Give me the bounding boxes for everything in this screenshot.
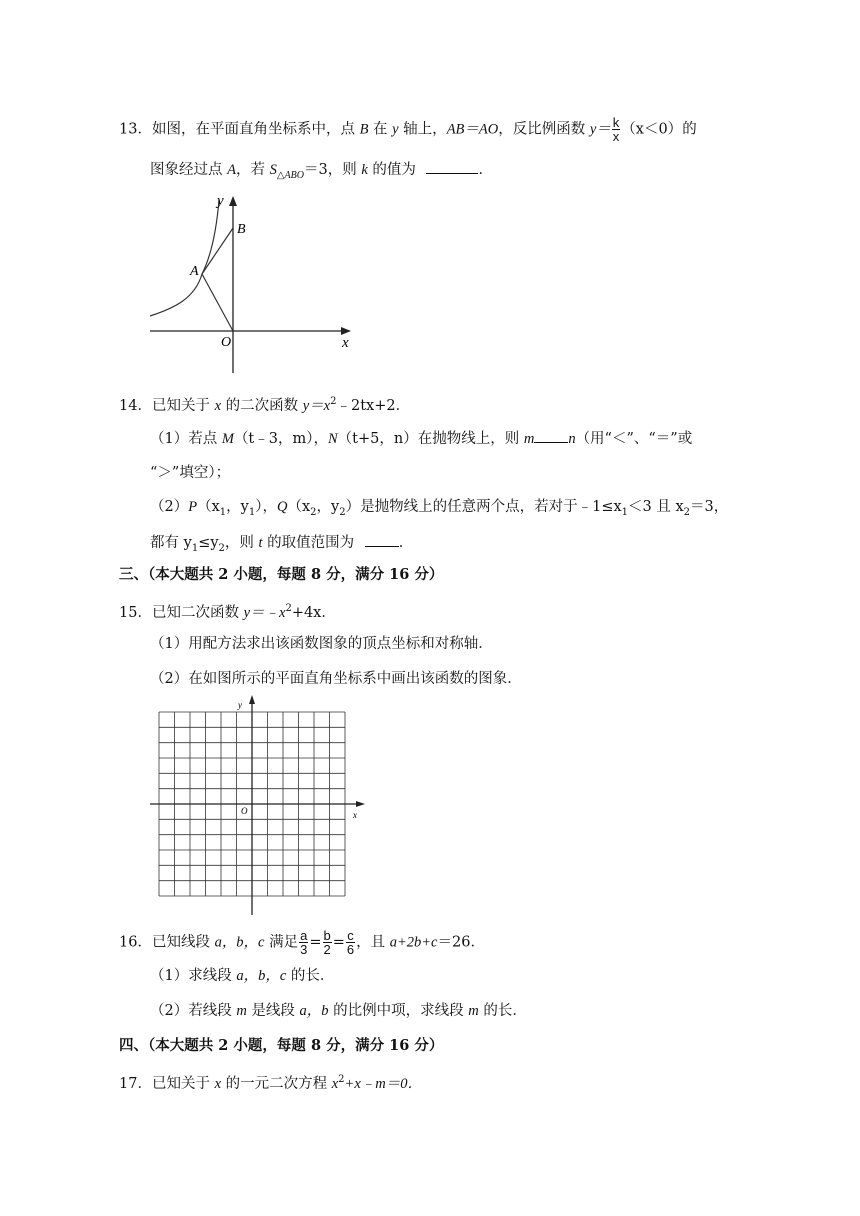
q14-text: ≤y	[198, 535, 219, 551]
q16-part1	[150, 966, 334, 986]
q13-text: ＝3，则	[303, 162, 362, 178]
q15-grid-figure	[145, 695, 375, 917]
q14-text: ＜3 且 x	[628, 499, 684, 515]
var-x: x	[214, 397, 221, 414]
var-Q: Q	[276, 499, 288, 515]
q14-text: ）是抛物线上的任意两个点，若对于﹣1≤x	[345, 499, 622, 515]
q14-part2-line1	[150, 497, 728, 523]
q14-text: （x	[197, 499, 220, 515]
label-y: y	[217, 193, 224, 209]
function: y＝﹣x	[243, 604, 286, 621]
exponent: 2	[338, 1074, 345, 1085]
q16-part2	[150, 1001, 527, 1021]
q16-line1	[119, 929, 485, 956]
sum-expression: a+2b+c	[389, 934, 438, 951]
function: y＝x	[302, 397, 331, 414]
q13-line2	[150, 159, 493, 186]
answer-blank[interactable]	[426, 159, 478, 174]
q16-text: ，且	[356, 934, 390, 951]
var-M: M	[221, 431, 234, 447]
subscript: 1	[621, 506, 629, 518]
subscript: 2	[310, 506, 317, 518]
label-x: x	[342, 335, 349, 351]
q14-text: （用“＜”、“＝”或	[575, 431, 693, 447]
var-S: S	[269, 162, 277, 178]
q14-part2-line2	[150, 532, 413, 559]
var-n: n	[568, 431, 576, 447]
var-A: A	[227, 162, 236, 178]
x-axis-arrow	[341, 327, 351, 335]
equals-sign: =	[309, 934, 322, 951]
q16-text: （2）若线段	[150, 1003, 237, 1019]
exponent: 2	[330, 396, 337, 407]
q13-number: 13．	[119, 121, 152, 138]
q13-text: 的	[682, 121, 697, 138]
domain-condition: （x＜0）	[621, 121, 683, 138]
q15-number: 15．	[119, 604, 152, 621]
label-O: O	[221, 335, 232, 350]
var-k: k	[361, 162, 368, 178]
var-P: P	[188, 499, 198, 515]
label-O: O	[241, 806, 248, 816]
q14-text: 都有 y	[150, 535, 192, 551]
fraction-k-over-x	[612, 116, 621, 143]
q14-text: ），	[255, 499, 277, 515]
q13-text: 如图，在平面直角坐标系中，点	[151, 121, 360, 138]
ab-eq-ao: AB＝AO	[446, 121, 499, 138]
q13-text: 轴上，	[398, 121, 447, 138]
var-m: m	[523, 431, 535, 447]
subscript: 2	[683, 506, 691, 518]
segment-AO	[202, 274, 233, 331]
q13-text: ，若	[235, 162, 270, 178]
q13-text: 在	[368, 121, 393, 138]
frac-den: 2	[323, 942, 331, 957]
var-m: m	[236, 1003, 247, 1019]
frac-num: c	[347, 928, 354, 943]
q13-text: 的值为	[367, 162, 416, 178]
label-y: y	[238, 700, 242, 710]
vars-abc: a，b，c	[214, 934, 265, 951]
q14-part1-line1	[150, 428, 692, 449]
q14-text: （x	[287, 499, 311, 515]
q14-text: 的二次函数	[221, 397, 303, 414]
segment-AB	[202, 228, 233, 274]
label-B: B	[237, 222, 246, 237]
q16-text: 的长．	[286, 968, 335, 984]
q16-text: 已知线段	[151, 934, 215, 951]
q14-text: ，y	[226, 499, 249, 515]
section-4-heading: 四、（本大题共 2 小题，每题 8 分，满分 16 分）	[119, 1037, 444, 1054]
exponent: 2	[285, 603, 292, 614]
frac-den: x	[612, 129, 620, 144]
var-y: y	[392, 121, 399, 138]
q13-text: 图象经过点	[150, 162, 228, 178]
q16-text: 的长．	[478, 1003, 527, 1019]
y-axis-arrow	[229, 196, 237, 206]
q17-text: 已知关于	[151, 1075, 215, 1092]
q14-text: “＞”填空）；	[150, 465, 231, 481]
q14-text: （2）	[150, 499, 189, 515]
frac-num: b	[323, 928, 331, 943]
label-x: x	[353, 810, 357, 820]
q13-figure	[145, 188, 360, 378]
q16-text: 的比例中项，求线段	[328, 1003, 469, 1019]
fraction-c-over-6	[346, 929, 355, 956]
q17-text: 的一元二次方程	[221, 1075, 332, 1092]
subscript: 1	[248, 506, 256, 518]
q16-text: （1）求线段	[150, 968, 237, 984]
q14-text: 的取值范围为	[262, 535, 355, 551]
section-3-heading: 三、（本大题共 2 小题，每题 8 分，满分 16 分）	[119, 566, 444, 583]
q14-number: 14．	[119, 397, 152, 414]
hyperbola-curve	[150, 200, 219, 316]
q15-part1: （1）用配方法求出该函数图象的顶点坐标和对称轴．	[150, 636, 493, 652]
q15-line1	[119, 599, 336, 623]
x-axis-arrow	[356, 801, 365, 807]
q16-text: 满足	[264, 934, 299, 951]
q15-text: 已知二次函数	[151, 604, 244, 621]
subscript: 2	[339, 506, 346, 518]
answer-blank[interactable]	[365, 532, 399, 547]
point-N-coords: （t+5，n）在抛物线上，则	[337, 431, 524, 447]
label-A: A	[190, 264, 199, 279]
subscript: 2	[218, 542, 225, 554]
q14-text: ，y	[316, 499, 340, 515]
q13-line1	[119, 116, 697, 143]
frac-num: a	[300, 928, 308, 943]
point-M-coords: （t﹣3，m），	[233, 431, 328, 447]
function: +4x．	[291, 604, 336, 621]
q16-text: ＝26．	[437, 934, 485, 951]
equation: x	[331, 1075, 339, 1092]
q17-line1	[119, 1070, 422, 1094]
q16-number: 16．	[119, 934, 152, 951]
frac-num: k	[612, 115, 620, 130]
var-t: t	[258, 535, 263, 551]
q13-text: ，反比例函数	[498, 121, 590, 138]
q14-text: ．	[398, 535, 414, 551]
var-N: N	[328, 431, 338, 447]
q14-text: ＝3，	[690, 499, 729, 515]
q16-text: 是线段	[246, 1003, 300, 1019]
q14-text: ，则	[224, 535, 259, 551]
subscript: 1	[191, 542, 199, 554]
fraction-a-over-3	[299, 929, 308, 956]
q14-part1-line2	[150, 463, 230, 483]
y-equals: y＝	[589, 121, 611, 138]
function: ﹣2tx+2．	[336, 397, 411, 414]
vars-abc: a，b，c	[236, 968, 287, 984]
equals-sign: =	[332, 934, 345, 951]
q14-line1	[119, 392, 410, 416]
y-axis-arrow	[249, 695, 255, 704]
equation: +x﹣m＝0．	[344, 1075, 422, 1092]
q17-number: 17．	[119, 1075, 152, 1092]
q15-part2: （2）在如图所示的平面直角坐标系中画出该函数的图象．	[150, 671, 522, 687]
frac-den: 6	[346, 942, 355, 957]
fraction-b-over-2	[323, 929, 332, 956]
q14-text: 已知关于	[151, 397, 215, 414]
vars-ab: a，b	[299, 1003, 329, 1019]
q14-text: （1）若点	[150, 431, 222, 447]
q13-text: ．	[478, 162, 493, 178]
S-subscript: △ABO	[276, 169, 304, 181]
frac-den: 3	[300, 942, 308, 957]
var-x: x	[214, 1075, 221, 1092]
answer-blank[interactable]	[534, 428, 568, 443]
var-B: B	[359, 121, 369, 138]
subscript: 1	[219, 506, 227, 518]
var-m: m	[468, 1003, 479, 1019]
